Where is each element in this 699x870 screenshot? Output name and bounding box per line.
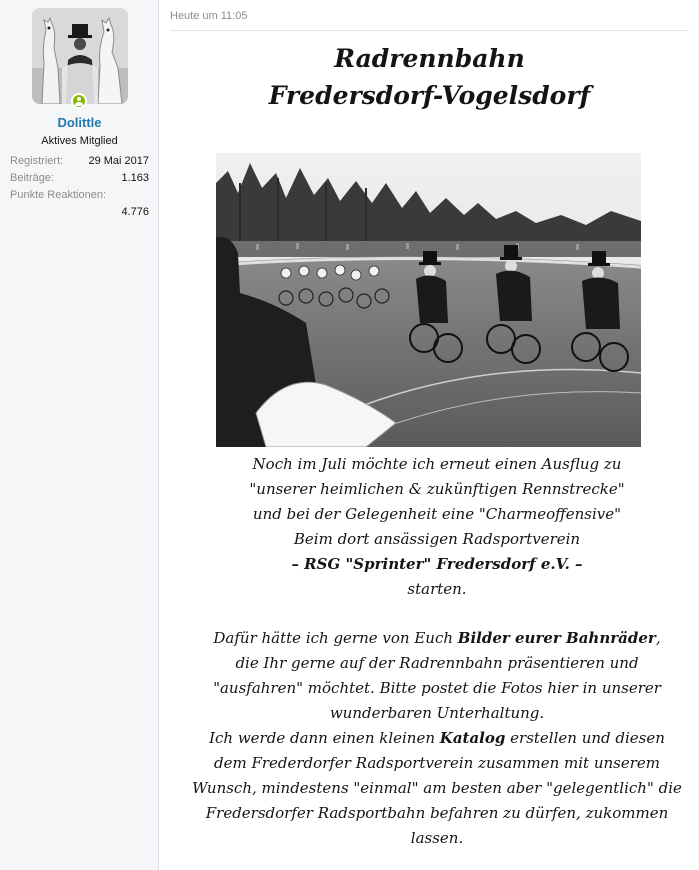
body-line: und bei der Gelegenheit eine "Charmeoffensive": [252, 505, 622, 523]
body-line: die Ihr gerne auf der Radrennbahn präsentieren und: [235, 654, 639, 672]
stat-posts: [10, 172, 149, 184]
stat-registered-label: Registriert:: [10, 155, 64, 167]
body-text: ,: [655, 629, 661, 647]
body-text: Dafür hätte ich gerne von Euch: [213, 629, 458, 647]
llama-avatar-icon[interactable]: [32, 8, 128, 104]
body-line: dem Frederdorfer Radsportverein zusammen mit unserem: [213, 754, 661, 772]
body-text: erstellen und diesen: [505, 729, 665, 747]
paragraph-gap: [170, 602, 699, 626]
stat-registered: [10, 155, 149, 167]
stat-posts-label: Beiträge:: [10, 172, 55, 184]
post-title-line2: Fredersdorf-Vogelsdorf: [268, 81, 591, 110]
body-line: [170, 626, 699, 651]
body-line: [170, 726, 699, 751]
stat-reactions-label: Punkte Reaktionen:: [10, 189, 107, 201]
body-line: starten.: [407, 580, 467, 598]
stat-reactions-value: 4.776: [121, 206, 149, 218]
body-line: Noch im Juli möchte ich erneut einen Ausflug zu: [252, 455, 622, 473]
body-text: Ich werde dann einen kleinen: [209, 729, 440, 747]
online-status-icon: [71, 93, 87, 109]
post-timestamp-text[interactable]: Heute um 11:05: [170, 10, 248, 22]
post-body: [170, 452, 699, 851]
body-line: lassen.: [410, 829, 464, 847]
cycling-track-photo[interactable]: [216, 153, 641, 447]
body-line: "ausfahren" möchtet. Bitte postet die Fotos hier in unserer: [213, 679, 661, 697]
body-line: Wunsch, mindestens "einmal" am besten aber "gelegentlich" die: [192, 779, 682, 797]
user-panel: [0, 0, 159, 870]
body-line-club: [170, 552, 699, 577]
body-line: Beim dort ansässigen Radsportverein: [293, 530, 581, 548]
body-line: wunderbaren Unterhaltung.: [329, 704, 545, 722]
stat-posts-value[interactable]: 1.163: [121, 172, 149, 184]
bold-bahnraeder: Bilder eurer Bahnräder: [457, 629, 656, 647]
stat-reactions: [10, 189, 149, 201]
body-line: Fredersdorfer Radsportbahn befahren zu dürfen, zukommen: [205, 804, 669, 822]
username-link[interactable]: Dolittle: [57, 115, 102, 130]
body-line: "unserer heimlichen & zukünftigen Rennstrecke": [249, 480, 625, 498]
post-title: [170, 40, 689, 114]
user-title: Aktives Mitglied: [41, 135, 118, 147]
post-title-line1: Radrennbahn: [334, 44, 525, 73]
bold-katalog: Katalog: [439, 729, 506, 747]
club-name-bold: – RSG "Sprinter" Fredersdorf e.V. –: [291, 555, 583, 573]
stat-registered-value: 29 Mai 2017: [88, 155, 149, 167]
post-timestamp[interactable]: [170, 10, 689, 31]
